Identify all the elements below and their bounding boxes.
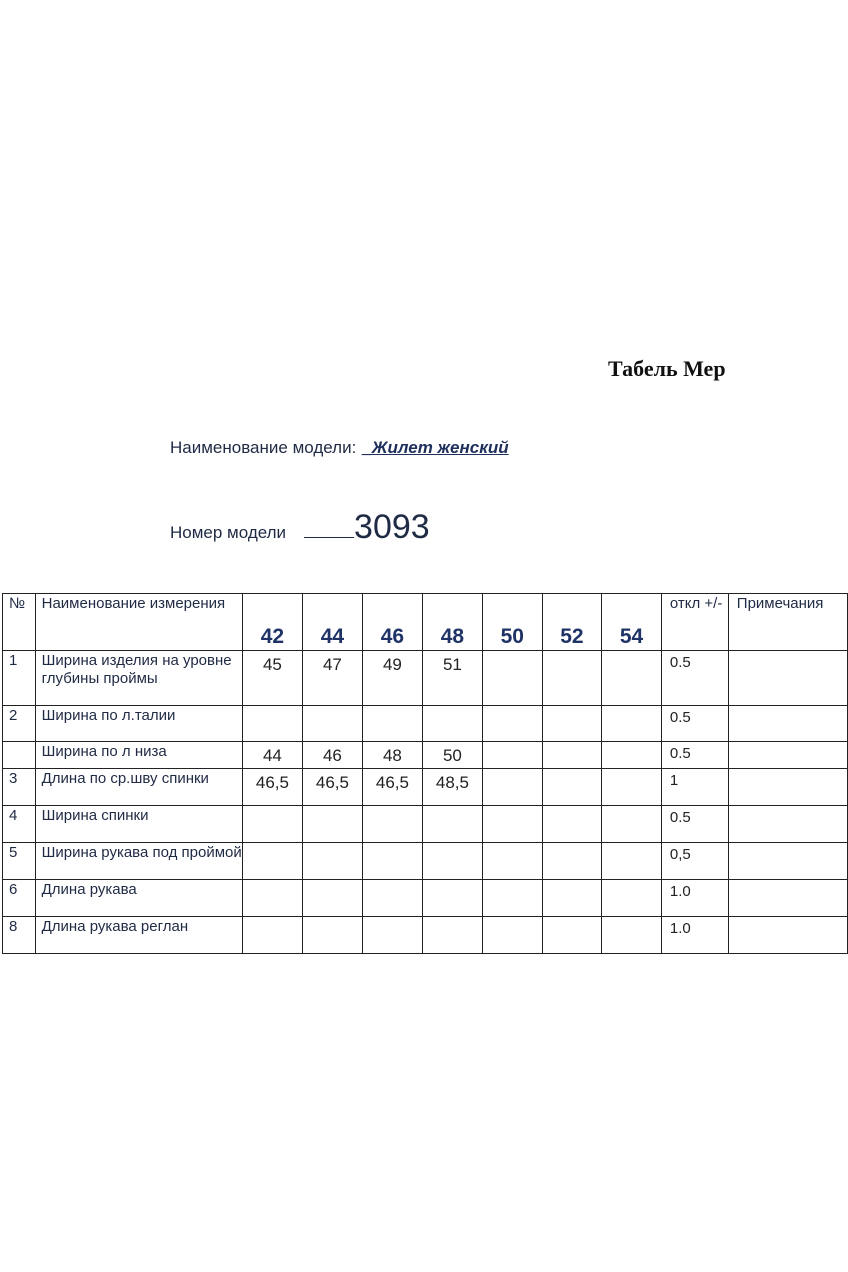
row-tolerance: 0.5 [661,742,728,769]
header-no: № [3,594,36,651]
size-value [362,843,422,880]
size-value: 46 [302,742,362,769]
size-value: 49 [362,651,422,706]
size-value: 51 [422,651,482,706]
header-size: 52 [542,594,602,651]
table-row [3,769,848,806]
size-value [542,769,602,806]
size-value [302,706,362,742]
table-row [3,651,848,706]
row-name: Ширина изделия на уровне глубины проймы [35,651,242,706]
header-size: 46 [362,594,422,651]
size-value [362,880,422,917]
size-value [542,651,602,706]
row-number: 5 [3,843,36,880]
table-row [3,843,848,880]
model-name-line [170,438,509,458]
size-value [602,769,662,806]
header-size: 42 [242,594,302,651]
size-value [242,806,302,843]
row-note [728,651,847,706]
size-value [542,742,602,769]
header-name: Наименование измерения [35,594,242,651]
size-value [602,843,662,880]
row-note [728,843,847,880]
size-value [362,917,422,954]
table-row [3,742,848,769]
size-value: 48 [362,742,422,769]
header-notes: Примечания [728,594,847,651]
size-value [362,806,422,843]
model-number-underline [304,523,354,538]
row-tolerance: 0.5 [661,806,728,843]
size-value [482,769,542,806]
size-value: 44 [242,742,302,769]
size-value [362,706,422,742]
size-value [602,917,662,954]
size-value [242,843,302,880]
size-value [542,880,602,917]
size-value: 46,5 [242,769,302,806]
size-value [542,843,602,880]
table-row [3,806,848,843]
header-tolerance [661,594,728,651]
row-name: Длина рукава [35,880,242,917]
row-name: Ширина по л.талии [35,706,242,742]
row-name: Ширина по л низа [35,742,242,769]
row-number [3,742,36,769]
header-size: 48 [422,594,482,651]
size-value [602,880,662,917]
size-value [542,706,602,742]
header-size: 50 [482,594,542,651]
size-value [482,843,542,880]
header-size: 54 [602,594,662,651]
row-note [728,769,847,806]
size-value [602,742,662,769]
measurements-table [2,593,848,954]
page-title: Табель Мер [608,356,726,381]
size-value: 47 [302,651,362,706]
size-value [242,880,302,917]
row-tolerance: 1 [661,769,728,806]
table-header-row [3,594,848,651]
size-value [542,806,602,843]
row-note [728,706,847,742]
size-value [422,806,482,843]
size-value [602,706,662,742]
row-number: 3 [3,769,36,806]
size-value: 50 [422,742,482,769]
row-name: Длина рукава реглан [35,917,242,954]
model-number-value: 3093 [354,508,430,546]
size-value: 46,5 [302,769,362,806]
row-name: Длина по ср.шву спинки [35,769,242,806]
row-number: 6 [3,880,36,917]
row-name: Ширина рукава под проймой [35,843,242,880]
size-value [422,843,482,880]
model-name-label: Наименование модели: [170,438,357,457]
model-number-label: Номер модели [170,523,287,542]
row-tolerance: 0,5 [661,843,728,880]
size-value [302,880,362,917]
row-tolerance: 0.5 [661,706,728,742]
row-number: 8 [3,917,36,954]
header-size: 44 [302,594,362,651]
row-tolerance: 1.0 [661,917,728,954]
size-value [482,880,542,917]
model-number-line [170,508,430,547]
size-value [482,706,542,742]
model-name-value: _Жилет женский [362,438,509,457]
row-note [728,742,847,769]
size-value [482,917,542,954]
row-number: 1 [3,651,36,706]
size-value [422,880,482,917]
size-value [242,706,302,742]
size-value [482,742,542,769]
size-value [302,843,362,880]
size-value: 46,5 [362,769,422,806]
size-value [602,651,662,706]
size-value [602,806,662,843]
size-value [242,917,302,954]
table-row [3,917,848,954]
size-value [302,917,362,954]
table-row [3,706,848,742]
size-value [302,806,362,843]
size-value [542,917,602,954]
row-note [728,880,847,917]
row-note [728,806,847,843]
size-value: 48,5 [422,769,482,806]
size-value [482,806,542,843]
size-value: 45 [242,651,302,706]
table-row [3,880,848,917]
row-tolerance: 1.0 [661,880,728,917]
size-value [482,651,542,706]
row-number: 4 [3,806,36,843]
row-number: 2 [3,706,36,742]
header-tolerance-text: откл +/- [669,595,723,612]
row-note [728,917,847,954]
row-tolerance: 0.5 [661,651,728,706]
size-value [422,917,482,954]
row-name: Ширина спинки [35,806,242,843]
size-value [422,706,482,742]
